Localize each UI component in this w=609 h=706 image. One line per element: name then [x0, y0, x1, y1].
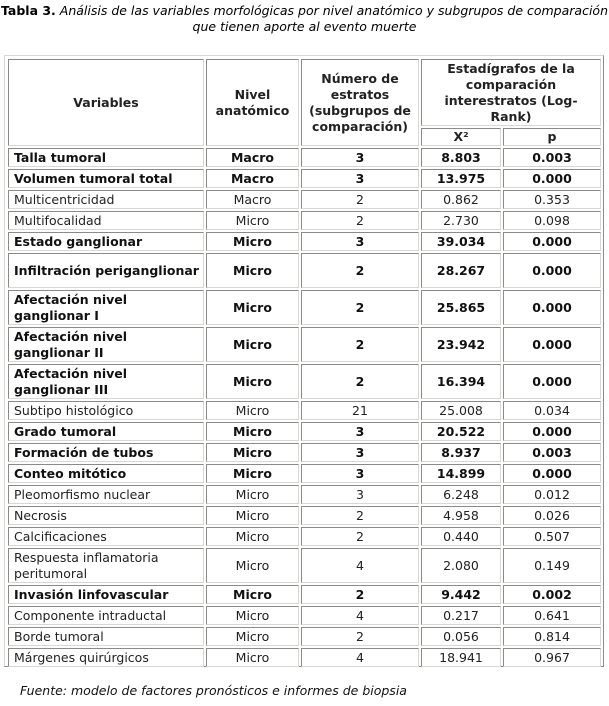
cell-p: 0.507 [503, 527, 601, 546]
cell-p: 0.098 [503, 211, 601, 230]
cell-estratos: 3 [301, 464, 419, 483]
cell-variable: Borde tumoral [8, 627, 204, 646]
cell-p: 0.000 [503, 169, 601, 188]
cell-variable: Subtipo histológico [8, 401, 204, 420]
caption-text: Análisis de las variables morfológicas por nivel anatómico y subgrupos de comparación que tienen aporte al evento muerte [55, 3, 608, 34]
cell-p: 0.012 [503, 485, 601, 504]
table-row [8, 364, 601, 399]
cell-variable: Grado tumoral [8, 422, 204, 441]
cell-p: 0.000 [503, 422, 601, 441]
cell-p: 0.149 [503, 548, 601, 583]
cell-estratos: 4 [301, 648, 419, 667]
cell-p: 0.641 [503, 606, 601, 625]
cell-variable: Talla tumoral [8, 148, 204, 167]
header-nivel-anatomico: Nivel anatómico [206, 59, 299, 146]
cell-x2: 0.056 [421, 627, 501, 646]
cell-nivel-anatomico: Micro [206, 290, 299, 325]
cell-nivel-anatomico: Micro [206, 464, 299, 483]
cell-p: 0.002 [503, 585, 601, 604]
cell-nivel-anatomico: Macro [206, 169, 299, 188]
header-estadigrafos: Estadígrafos de la comparación interestratos (Log-Rank) [421, 59, 601, 126]
cell-nivel-anatomico: Micro [206, 606, 299, 625]
caption-label: Tabla 3. [0, 3, 56, 18]
cell-x2: 20.522 [421, 422, 501, 441]
cell-variable: Pleomorfismo nuclear [8, 485, 204, 504]
cell-nivel-anatomico: Micro [206, 585, 299, 604]
cell-nivel-anatomico: Micro [206, 527, 299, 546]
cell-estratos: 2 [301, 506, 419, 525]
cell-p: 0.003 [503, 443, 601, 462]
table-row [8, 190, 601, 209]
header-x2: X² [421, 128, 501, 146]
cell-variable: Formación de tubos [8, 443, 204, 462]
cell-x2: 0.862 [421, 190, 501, 209]
cell-variable: Infiltración periganglionar [8, 253, 204, 288]
cell-estratos: 3 [301, 443, 419, 462]
cell-variable: Componente intraductal [8, 606, 204, 625]
cell-nivel-anatomico: Micro [206, 364, 299, 399]
cell-estratos: 2 [301, 585, 419, 604]
cell-nivel-anatomico: Micro [206, 506, 299, 525]
cell-variable: Estado ganglionar [8, 232, 204, 251]
cell-variable: Calcificaciones [8, 527, 204, 546]
table-caption [0, 3, 609, 35]
table-row [8, 506, 601, 525]
table-row [8, 527, 601, 546]
table-row [8, 169, 601, 188]
cell-estratos: 4 [301, 548, 419, 583]
table-row [8, 327, 601, 362]
cell-nivel-anatomico: Macro [206, 148, 299, 167]
cell-p: 0.026 [503, 506, 601, 525]
table-row [8, 485, 601, 504]
cell-x2: 25.865 [421, 290, 501, 325]
cell-x2: 0.217 [421, 606, 501, 625]
data-table [6, 57, 603, 669]
cell-x2: 2.730 [421, 211, 501, 230]
cell-variable: Afectación nivel ganglionar I [8, 290, 204, 325]
cell-variable: Respuesta inflamatoria peritumoral [8, 548, 204, 583]
cell-estratos: 21 [301, 401, 419, 420]
cell-variable: Volumen tumoral total [8, 169, 204, 188]
table-row [8, 422, 601, 441]
cell-variable: Conteo mitótico [8, 464, 204, 483]
cell-x2: 14.899 [421, 464, 501, 483]
cell-x2: 16.394 [421, 364, 501, 399]
cell-p: 0.034 [503, 401, 601, 420]
cell-x2: 39.034 [421, 232, 501, 251]
cell-estratos: 2 [301, 290, 419, 325]
table-row [8, 606, 601, 625]
cell-x2: 28.267 [421, 253, 501, 288]
cell-p: 0.000 [503, 364, 601, 399]
cell-x2: 4.958 [421, 506, 501, 525]
table-row [8, 627, 601, 646]
cell-x2: 23.942 [421, 327, 501, 362]
table-row [8, 290, 601, 325]
cell-variable: Necrosis [8, 506, 204, 525]
cell-estratos: 2 [301, 253, 419, 288]
cell-p: 0.814 [503, 627, 601, 646]
cell-estratos: 3 [301, 148, 419, 167]
cell-nivel-anatomico: Micro [206, 548, 299, 583]
cell-variable: Afectación nivel ganglionar III [8, 364, 204, 399]
cell-estratos: 2 [301, 527, 419, 546]
source-footnote: Fuente: modelo de factores pronósticos e informes de biopsia [20, 683, 407, 698]
table-row [8, 401, 601, 420]
table-row [8, 253, 601, 288]
cell-estratos: 2 [301, 211, 419, 230]
cell-variable: Márgenes quirúrgicos [8, 648, 204, 667]
table-row [8, 211, 601, 230]
cell-p: 0.003 [503, 148, 601, 167]
cell-estratos: 2 [301, 627, 419, 646]
cell-nivel-anatomico: Micro [206, 253, 299, 288]
cell-x2: 8.803 [421, 148, 501, 167]
header-numero-estratos: Número de estratos (subgrupos de comparación) [301, 59, 419, 146]
header-variables: Variables [8, 59, 204, 146]
cell-estratos: 3 [301, 169, 419, 188]
table-frame [4, 55, 604, 667]
cell-x2: 0.440 [421, 527, 501, 546]
cell-nivel-anatomico: Micro [206, 485, 299, 504]
table-row [8, 148, 601, 167]
cell-x2: 13.975 [421, 169, 501, 188]
cell-x2: 2.080 [421, 548, 501, 583]
cell-p: 0.000 [503, 290, 601, 325]
table-row [8, 443, 601, 462]
cell-nivel-anatomico: Micro [206, 627, 299, 646]
cell-estratos: 4 [301, 606, 419, 625]
table-row [8, 648, 601, 667]
cell-estratos: 2 [301, 327, 419, 362]
cell-x2: 9.442 [421, 585, 501, 604]
cell-p: 0.967 [503, 648, 601, 667]
cell-nivel-anatomico: Micro [206, 327, 299, 362]
cell-estratos: 2 [301, 364, 419, 399]
cell-nivel-anatomico: Micro [206, 211, 299, 230]
cell-variable: Invasión linfovascular [8, 585, 204, 604]
table-row [8, 585, 601, 604]
header-p: p [503, 128, 601, 146]
cell-estratos: 3 [301, 485, 419, 504]
cell-nivel-anatomico: Micro [206, 648, 299, 667]
cell-variable: Multifocalidad [8, 211, 204, 230]
cell-variable: Afectación nivel ganglionar II [8, 327, 204, 362]
table-body [8, 148, 601, 667]
cell-nivel-anatomico: Macro [206, 190, 299, 209]
cell-p: 0.353 [503, 190, 601, 209]
cell-nivel-anatomico: Micro [206, 232, 299, 251]
cell-estratos: 2 [301, 190, 419, 209]
cell-p: 0.000 [503, 232, 601, 251]
cell-x2: 6.248 [421, 485, 501, 504]
cell-nivel-anatomico: Micro [206, 443, 299, 462]
table-row [8, 464, 601, 483]
cell-nivel-anatomico: Micro [206, 401, 299, 420]
cell-p: 0.000 [503, 253, 601, 288]
cell-x2: 8.937 [421, 443, 501, 462]
cell-variable: Multicentricidad [8, 190, 204, 209]
cell-estratos: 3 [301, 232, 419, 251]
cell-estratos: 3 [301, 422, 419, 441]
cell-x2: 25.008 [421, 401, 501, 420]
cell-p: 0.000 [503, 464, 601, 483]
cell-nivel-anatomico: Micro [206, 422, 299, 441]
table-row [8, 232, 601, 251]
table-row [8, 548, 601, 583]
cell-p: 0.000 [503, 327, 601, 362]
cell-x2: 18.941 [421, 648, 501, 667]
